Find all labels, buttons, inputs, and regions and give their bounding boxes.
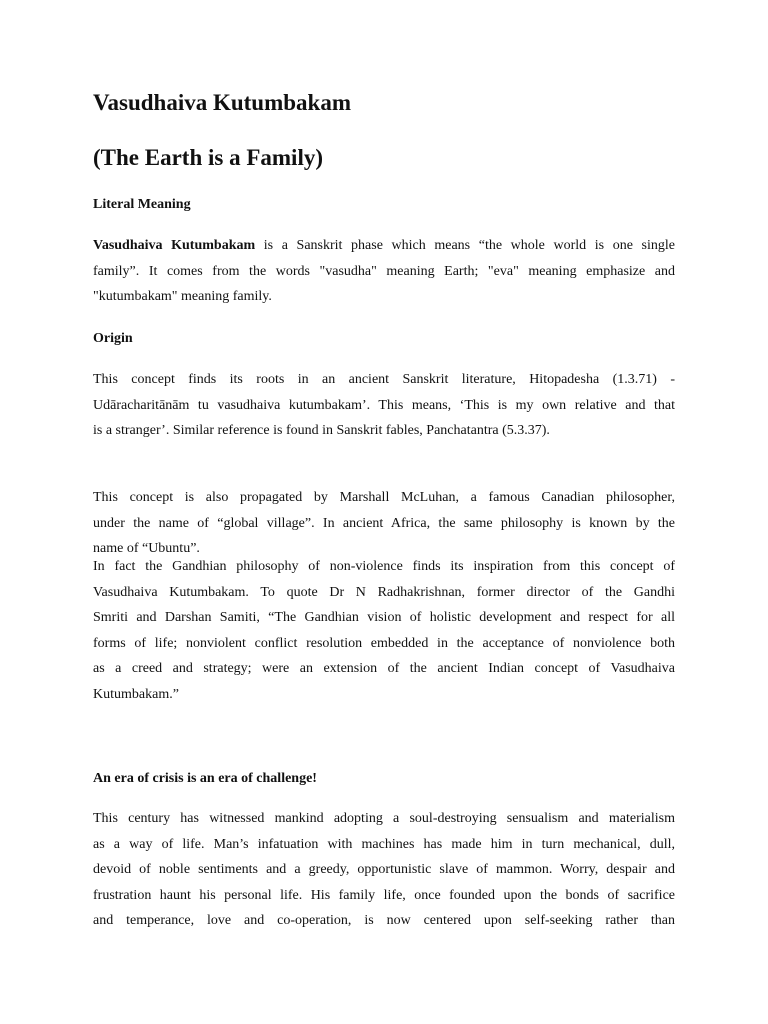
paragraph-line: is a stranger’. Similar reference is found in Sanskrit fables, Panchatantra (5.3.37). bbox=[93, 423, 550, 438]
paragraph-line: Vasudhaiva Kutumbakam is a Sanskrit phase which means “the whole world is one single bbox=[93, 238, 675, 253]
paragraph-line: Vasudhaiva Kutumbakam. To quote Dr N Radhakrishnan, former director of the Gandhi bbox=[93, 584, 675, 600]
paragraph-literal-meaning bbox=[93, 233, 675, 310]
section-heading-literal-meaning: Literal Meaning bbox=[93, 197, 191, 212]
paragraph-line: In fact the Gandhian philosophy of non-violence finds its inspiration from this concept of bbox=[93, 559, 675, 574]
paragraph-line: Udāracharitānām tu vasudhaiva kutumbakam’. This means, ‘This is my own relative and that bbox=[93, 397, 675, 413]
paragraph-line: This concept is also propagated by Marshall McLuhan, a famous Canadian philosopher, bbox=[93, 490, 675, 505]
paragraph-line: name of “Ubuntu”. bbox=[93, 541, 200, 556]
bold-term: Vasudhaiva Kutumbakam bbox=[93, 238, 256, 253]
paragraph-origin-mcluhan bbox=[93, 485, 675, 562]
paragraph-line: "kutumbakam" meaning family. bbox=[93, 289, 272, 304]
document-subtitle: (The Earth is a Family) bbox=[93, 145, 323, 170]
document-title: Vasudhaiva Kutumbakam bbox=[93, 90, 351, 115]
paragraph-line: Kutumbakam.” bbox=[93, 686, 179, 702]
section-heading-origin: Origin bbox=[93, 331, 133, 346]
paragraph-line: devoid of noble sentiments and a greedy, opportunistic slave of mammon. Worry, despair and bbox=[93, 862, 675, 877]
paragraph-line: forms of life; nonviolent conflict resolution embedded in the acceptance of nonviolence both bbox=[93, 635, 675, 651]
paragraph-line: Smriti and Darshan Samiti, “The Gandhian vision of holistic development and respect for all bbox=[93, 610, 675, 625]
paragraph-line: This century has witnessed mankind adopting a soul-destroying sensualism and materialism bbox=[93, 811, 675, 826]
paragraph-origin-roots bbox=[93, 367, 675, 444]
paragraph-line: and temperance, love and co-operation, is now centered upon self-seeking rather than bbox=[93, 913, 675, 928]
paragraph-line: as a creed and strategy; were an extension of the ancient Indian concept of Vasudhaiva bbox=[93, 661, 675, 676]
paragraph-origin-gandhi bbox=[93, 554, 675, 707]
section-heading-era-of-crisis: An era of crisis is an era of challenge! bbox=[93, 771, 317, 786]
paragraph-line: as a way of life. Man’s infatuation with machines has made him in turn mechanical, dull, bbox=[93, 836, 675, 852]
paragraph-line: This concept finds its roots in an ancient Sanskrit literature, Hitopadesha (1.3.71) - bbox=[93, 372, 675, 387]
paragraph-line: frustration haunt his personal life. His family life, once founded upon the bonds of sacrifice bbox=[93, 887, 675, 903]
paragraph-era-of-crisis bbox=[93, 806, 675, 934]
paragraph-line: family”. It comes from the words "vasudha" meaning Earth; "eva" meaning emphasize and bbox=[93, 263, 675, 279]
paragraph-line: under the name of “global village”. In ancient Africa, the same philosophy is known by the bbox=[93, 515, 675, 531]
